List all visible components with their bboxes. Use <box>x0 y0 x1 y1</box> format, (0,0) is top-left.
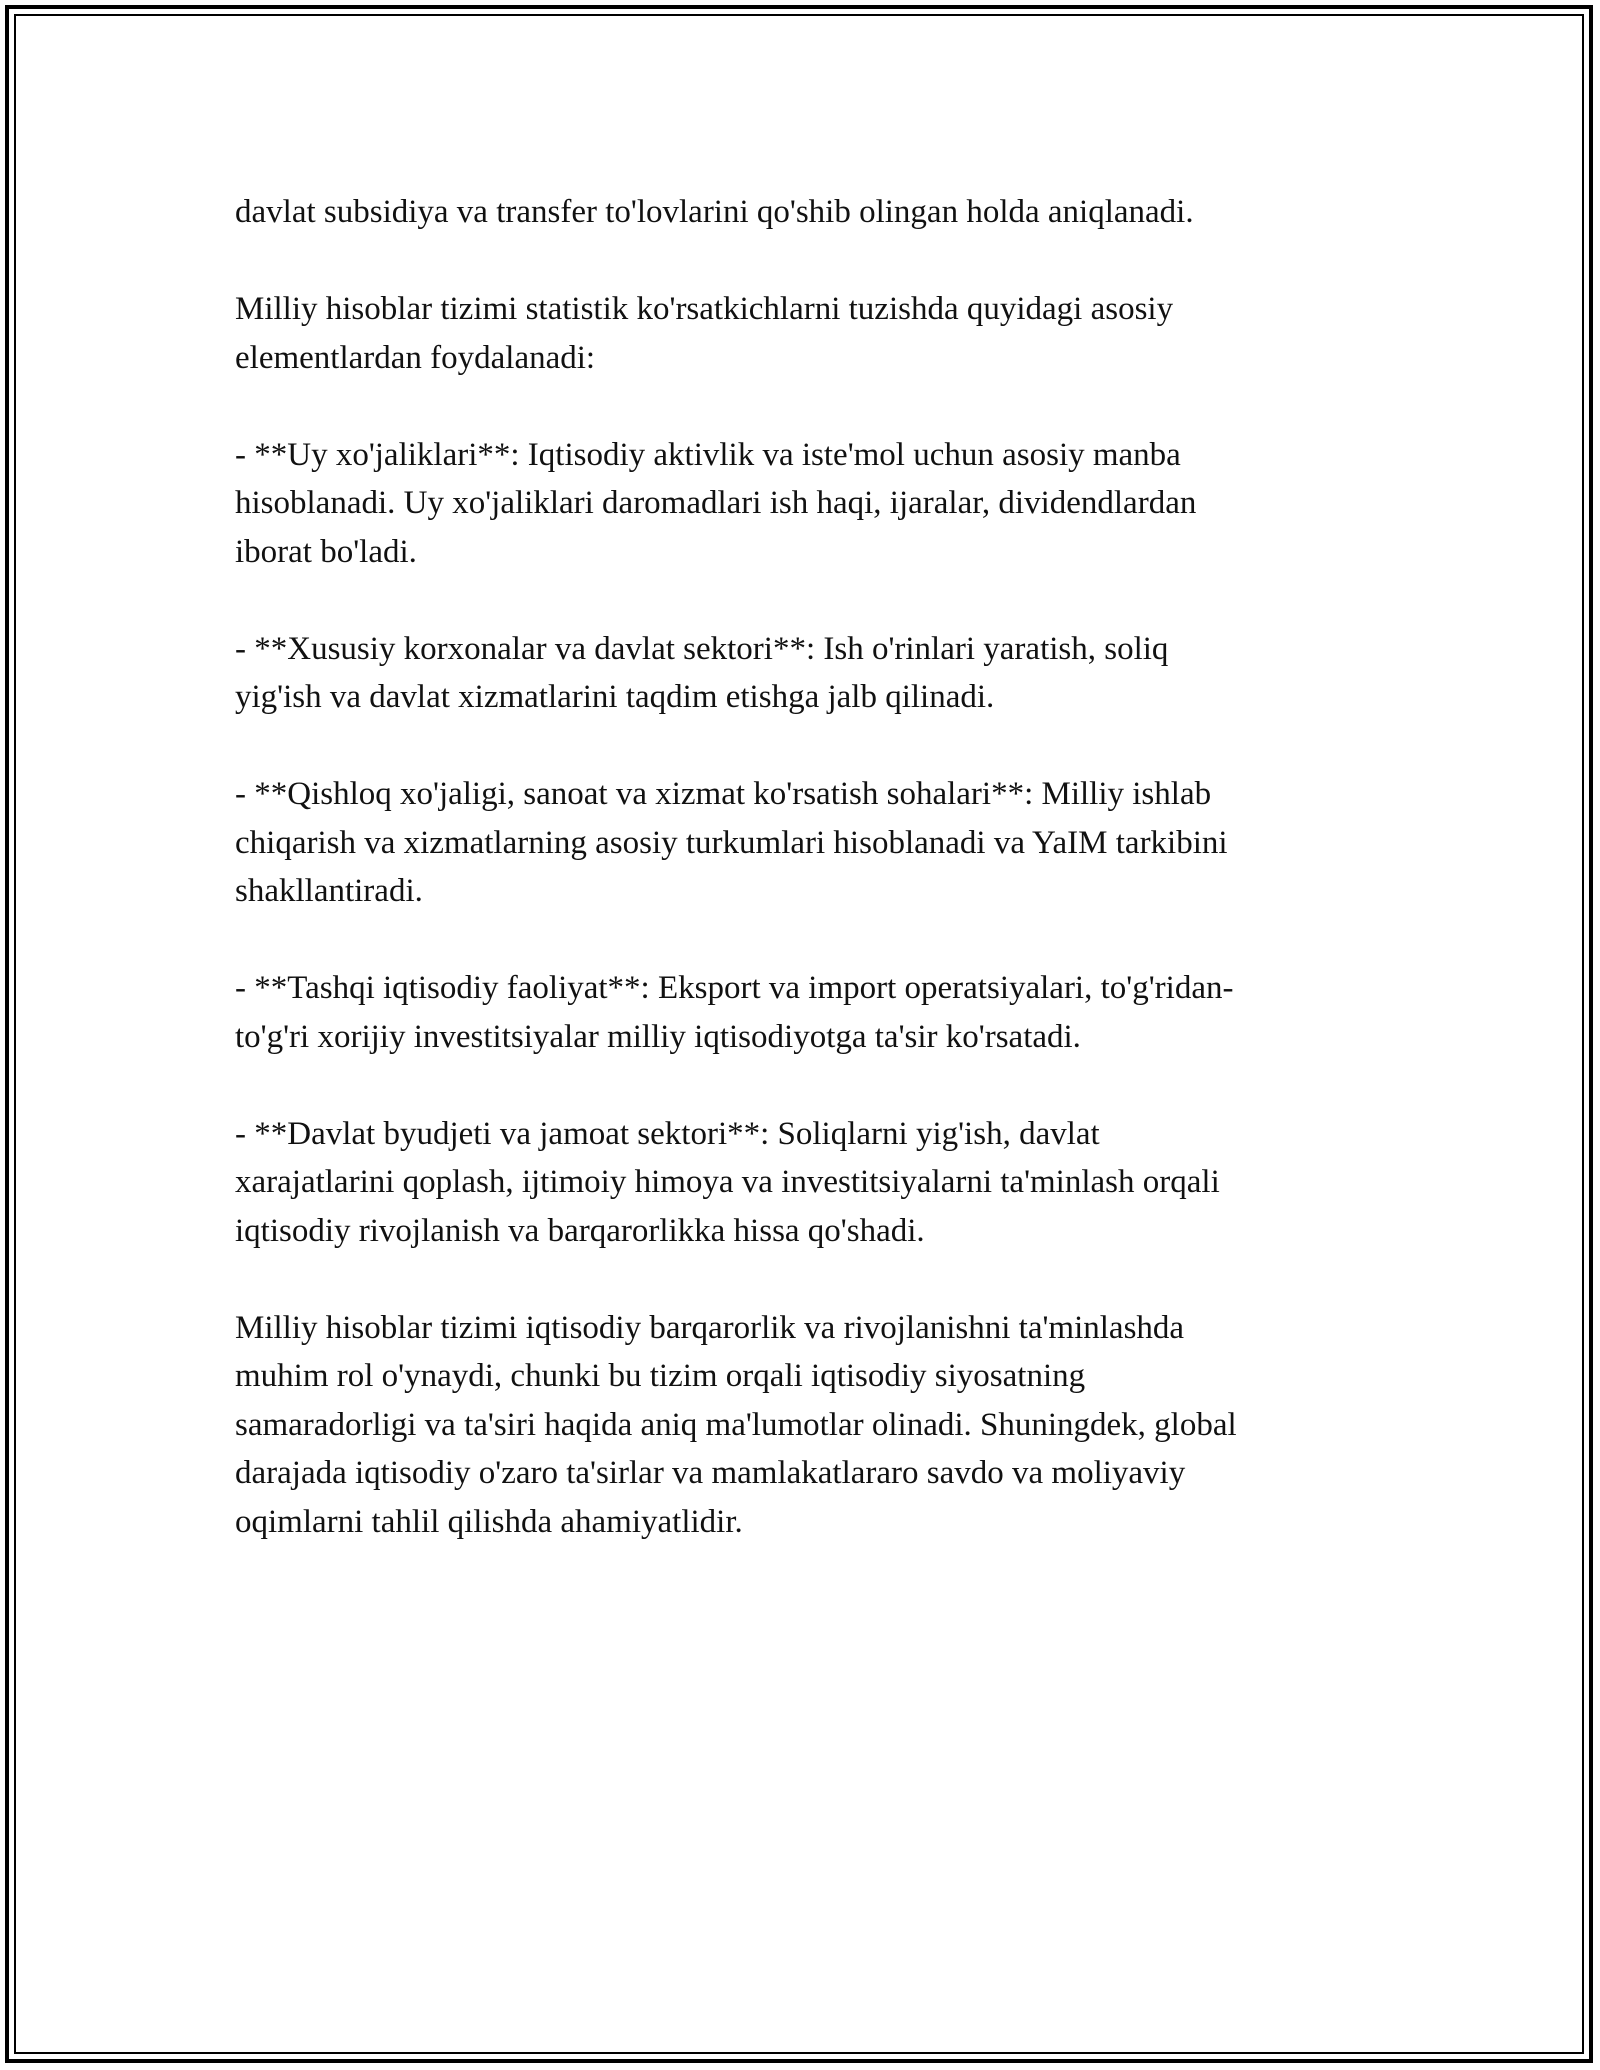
list-item-private-and-state-sector: - **Xususiy korxonalar va davlat sektori**: Ish o'rinlari yaratish, soliq yig'ish va davlat xizmatlarini taqdim etishga jalb qilinadi. <box>235 630 1169 715</box>
document-body <box>235 188 1355 1595</box>
list-item-households: - **Uy xo'jaliklari**: Iqtisodiy aktivlik va iste'mol uchun asosiy manba hisoblanadi. Uy xo'jaliklari daromadlari ish haqi, ijaralar, dividendlardan iborat bo'ladi. <box>235 436 1197 570</box>
paragraph-intro-continuation: davlat subsidiya va transfer to'lovlarini qo'shib olingan holda aniqlanadi. <box>235 194 1194 230</box>
list-item-economic-sectors: - **Qishloq xo'jaligi, sanoat va xizmat ko'rsatish sohalari**: Milliy ishlab chiqarish va xizmatlarning asosiy turkumlari hisoblanadi va YaIM tarkibini shakllantiradi. <box>235 776 1228 909</box>
list-item-state-budget: - **Davlat byudjeti va jamoat sektori**: Soliqlarni yig'ish, davlat xarajatlarini qoplash, ijtimoiy himoya va investitsiyalarni ta'minlash orqali iqtisodiy rivojlanish va barqarorlikka hissa qo'shadi. <box>235 1115 1220 1249</box>
paragraph-conclusion: Milliy hisoblar tizimi iqtisodiy barqarorlik va rivojlanishni ta'minlashda muhim rol o'ynaydi, chunki bu tizim orqali iqtisodiy siyosatning samaradorligi va ta'siri haqida aniq ma'lumotlar olinadi. Shuningdek, global darajada iqtisodiy o'zaro ta'sirlar va mamlakatlararo savdo va moliyaviy oqimlarni tahlil qilishda ahamiyatlidir. <box>235 1309 1237 1540</box>
paragraph-elements-intro: Milliy hisoblar tizimi statistik ko'rsatkichlarni tuzishda quyidagi asosiy elementlardan foydalanadi: <box>235 291 1174 376</box>
list-item-foreign-economic-activity: - **Tashqi iqtisodiy faoliyat**: Eksport va import operatsiyalari, to'g'ridan- to'g'ri xorijiy investitsiyalar milliy iqtisodiyotga ta'sir ko'rsatadi. <box>235 970 1234 1055</box>
